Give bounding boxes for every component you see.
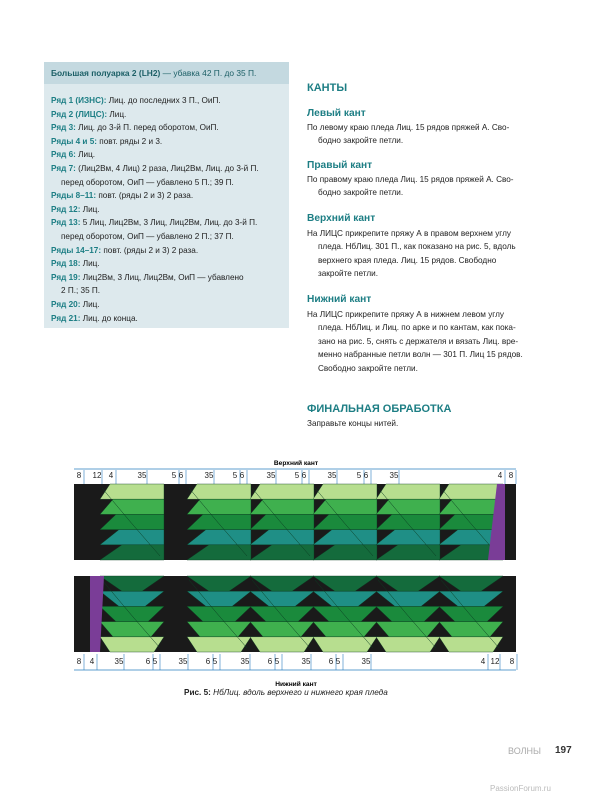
finishing-text: Заправьте концы нитей. <box>307 419 399 428</box>
row-text: Лиц. <box>80 299 100 309</box>
wave-band <box>100 637 164 652</box>
row-label: Ряд 20: <box>51 299 81 309</box>
wave-band <box>376 637 440 652</box>
page-number: 197 <box>555 745 572 756</box>
dimension-number: 35 <box>204 471 214 480</box>
dimension-number: 5 <box>171 471 177 480</box>
dimension-number: 4 <box>480 657 486 666</box>
row-text: Лиц. <box>80 259 100 269</box>
dimension-number: 5 <box>232 471 238 480</box>
dimension-number: 35 <box>389 471 399 480</box>
dimension-number: 6 <box>267 657 273 666</box>
top-edge-label: Верхний кант <box>273 460 319 467</box>
bottom-edge-text: На ЛИЦС прикрепите пряжу А в нижнем левом углу пледа. НбЛиц. и Лиц. по арке и по кантам, как пока- зано на рис. 5, снять с держателя и вязать Лиц. вре- менно набранные петли волн — 301 П. Лиц 15 рядов. Свободно закройте петли. <box>307 310 523 373</box>
dimension-number: 5 <box>356 471 362 480</box>
bottom-edge-title: Нижний кант <box>307 294 372 305</box>
watermark: PassionForum.ru <box>490 784 551 793</box>
row-text: (Лиц2Вм, 4 Лиц) 2 раза, Лиц2Вм, Лиц. до 3-й П. <box>75 163 259 173</box>
pattern-title: Большая полуарка 2 (LH2) — убавка 42 П. до 35 П. <box>51 68 257 78</box>
row-text: Лиц2Вм, 3 Лиц, Лиц2Вм, ОиП — убавлено <box>80 272 244 282</box>
dimension-number: 8 <box>76 657 82 666</box>
row-label: Ряд 6: <box>51 150 76 160</box>
pattern-row <box>51 244 259 258</box>
row-text: Лиц. <box>80 204 100 214</box>
dimension-number: 4 <box>108 471 114 480</box>
row-text: повт. (ряды 2 и 3) 2 раза. <box>96 191 194 201</box>
blanket-edge-diagram <box>0 450 610 690</box>
dimension-number: 5 <box>335 657 341 666</box>
dimension-number: 6 <box>363 471 369 480</box>
row-label: Ряд 3: <box>51 123 76 133</box>
row-text: перед оборотом, ОиП — убавлено 5 П.; 39 П. <box>61 177 234 187</box>
row-text: Лиц. до 3-й П. перед оборотом, ОиП. <box>75 123 219 133</box>
pattern-row <box>51 284 259 298</box>
wave-band <box>187 637 251 652</box>
dimension-number: 6 <box>205 657 211 666</box>
dimension-number: 5 <box>152 657 158 666</box>
row-text: 2 П.; 35 П. <box>61 286 101 296</box>
footer-section: ВОЛНЫ <box>508 746 541 756</box>
dimension-number: 6 <box>145 657 151 666</box>
row-text: перед оборотом, ОиП — убавлено 2 П.; 37 П. <box>61 231 234 241</box>
row-label: Ряд 21: <box>51 313 81 323</box>
row-label: Ряд 13: <box>51 218 81 228</box>
dimension-number: 5 <box>212 657 218 666</box>
top-dimension-numbers <box>77 470 516 484</box>
row-text: Лиц. до последних 3 П., ОиП. <box>106 96 221 105</box>
pattern-row <box>51 94 259 108</box>
row-text: повт. (ряды 2 и 3) 2 раза. <box>101 245 199 255</box>
row-label: Ряд 2 (ЛИЦС): <box>51 109 108 119</box>
wave-band <box>250 637 314 652</box>
pattern-row <box>51 135 259 149</box>
wave-band <box>439 637 503 652</box>
row-label: Ряды 8–11: <box>51 191 97 201</box>
dimension-number: 35 <box>178 657 188 666</box>
dimension-number: 8 <box>508 471 514 480</box>
top-edge-text: На ЛИЦС прикрепите пряжу А в правом верхнем углу пледа. НбЛиц. 301 П., как показано на рис. 5, вдоль верхнего края пледа. Лиц. 15 рядов. Свободно закройте петли. <box>307 229 516 279</box>
row-label: Ряд 12: <box>51 204 81 214</box>
pattern-row <box>51 216 259 230</box>
pattern-row <box>51 148 259 162</box>
row-label: Ряд 18: <box>51 259 81 269</box>
pattern-row <box>51 271 259 285</box>
dimension-number: 35 <box>137 471 147 480</box>
dimension-number: 4 <box>497 471 503 480</box>
pattern-row <box>51 108 259 122</box>
row-text: 5 Лиц, Лиц2Вм, 3 Лиц, Лиц2Вм, Лиц. до 3-й П. <box>80 218 258 228</box>
row-label: Ряд 7: <box>51 163 76 173</box>
pattern-rows <box>51 94 259 325</box>
dimension-number: 6 <box>178 471 184 480</box>
bottom-edge-label: Нижний кант <box>275 681 317 688</box>
wave-band <box>313 637 377 652</box>
pattern-row <box>51 176 259 190</box>
row-text: Лиц. <box>75 150 96 160</box>
dimension-number: 35 <box>240 657 250 666</box>
dimension-number: 5 <box>274 657 280 666</box>
finishing-heading: ФИНАЛЬНАЯ ОБРАБОТКА <box>307 403 452 415</box>
pattern-row <box>51 230 259 244</box>
left-edge-text: По левому краю пледа Лиц. 15 рядов пряжей А. Сво- бодно закройте петли. <box>307 123 510 146</box>
dimension-number: 8 <box>509 657 515 666</box>
dimension-number: 35 <box>301 657 311 666</box>
bottom-wave-strip <box>74 576 516 652</box>
row-label: Ряд 1 (ИЗНС): <box>51 96 107 105</box>
pattern-row <box>51 257 259 271</box>
dimension-number: 35 <box>114 657 124 666</box>
top-edge-title: Верхний кант <box>307 213 376 224</box>
dimension-number: 6 <box>239 471 245 480</box>
pattern-row <box>51 162 259 176</box>
right-edge-text: По правому краю пледа Лиц. 15 рядов пряжей А. Сво- бодно закройте петли. <box>307 175 514 198</box>
figure-caption: Рис. 5: НбЛиц. вдоль верхнего и нижнего края пледа <box>184 688 388 697</box>
row-label: Ряд 19: <box>51 272 81 282</box>
section-heading-edges: КАНТЫ <box>307 82 348 94</box>
pattern-row <box>51 298 259 312</box>
dimension-number: 5 <box>294 471 300 480</box>
pattern-row <box>51 203 259 217</box>
dimension-number: 6 <box>301 471 307 480</box>
dimension-number: 12 <box>490 657 500 666</box>
row-text: Лиц. до конца. <box>80 313 138 323</box>
row-text: повт. ряды 2 и 3. <box>97 136 163 146</box>
pattern-row <box>51 189 259 203</box>
right-edge-title: Правый кант <box>307 160 373 171</box>
dimension-number: 8 <box>76 471 82 480</box>
pattern-row <box>51 121 259 135</box>
dimension-number: 35 <box>327 471 337 480</box>
dimension-number: 35 <box>266 471 276 480</box>
top-wave-strip <box>74 484 516 560</box>
row-label: Ряды 4 и 5: <box>51 136 98 146</box>
bottom-dimension-numbers <box>77 654 517 670</box>
left-edge-title: Левый кант <box>307 108 366 119</box>
dimension-number: 4 <box>89 657 95 666</box>
pattern-row <box>51 312 259 326</box>
row-text: Лиц. <box>107 109 127 119</box>
dimension-number: 35 <box>361 657 371 666</box>
row-label: Ряды 14–17: <box>51 245 102 255</box>
dimension-number: 6 <box>328 657 334 666</box>
dimension-number: 12 <box>92 471 102 480</box>
